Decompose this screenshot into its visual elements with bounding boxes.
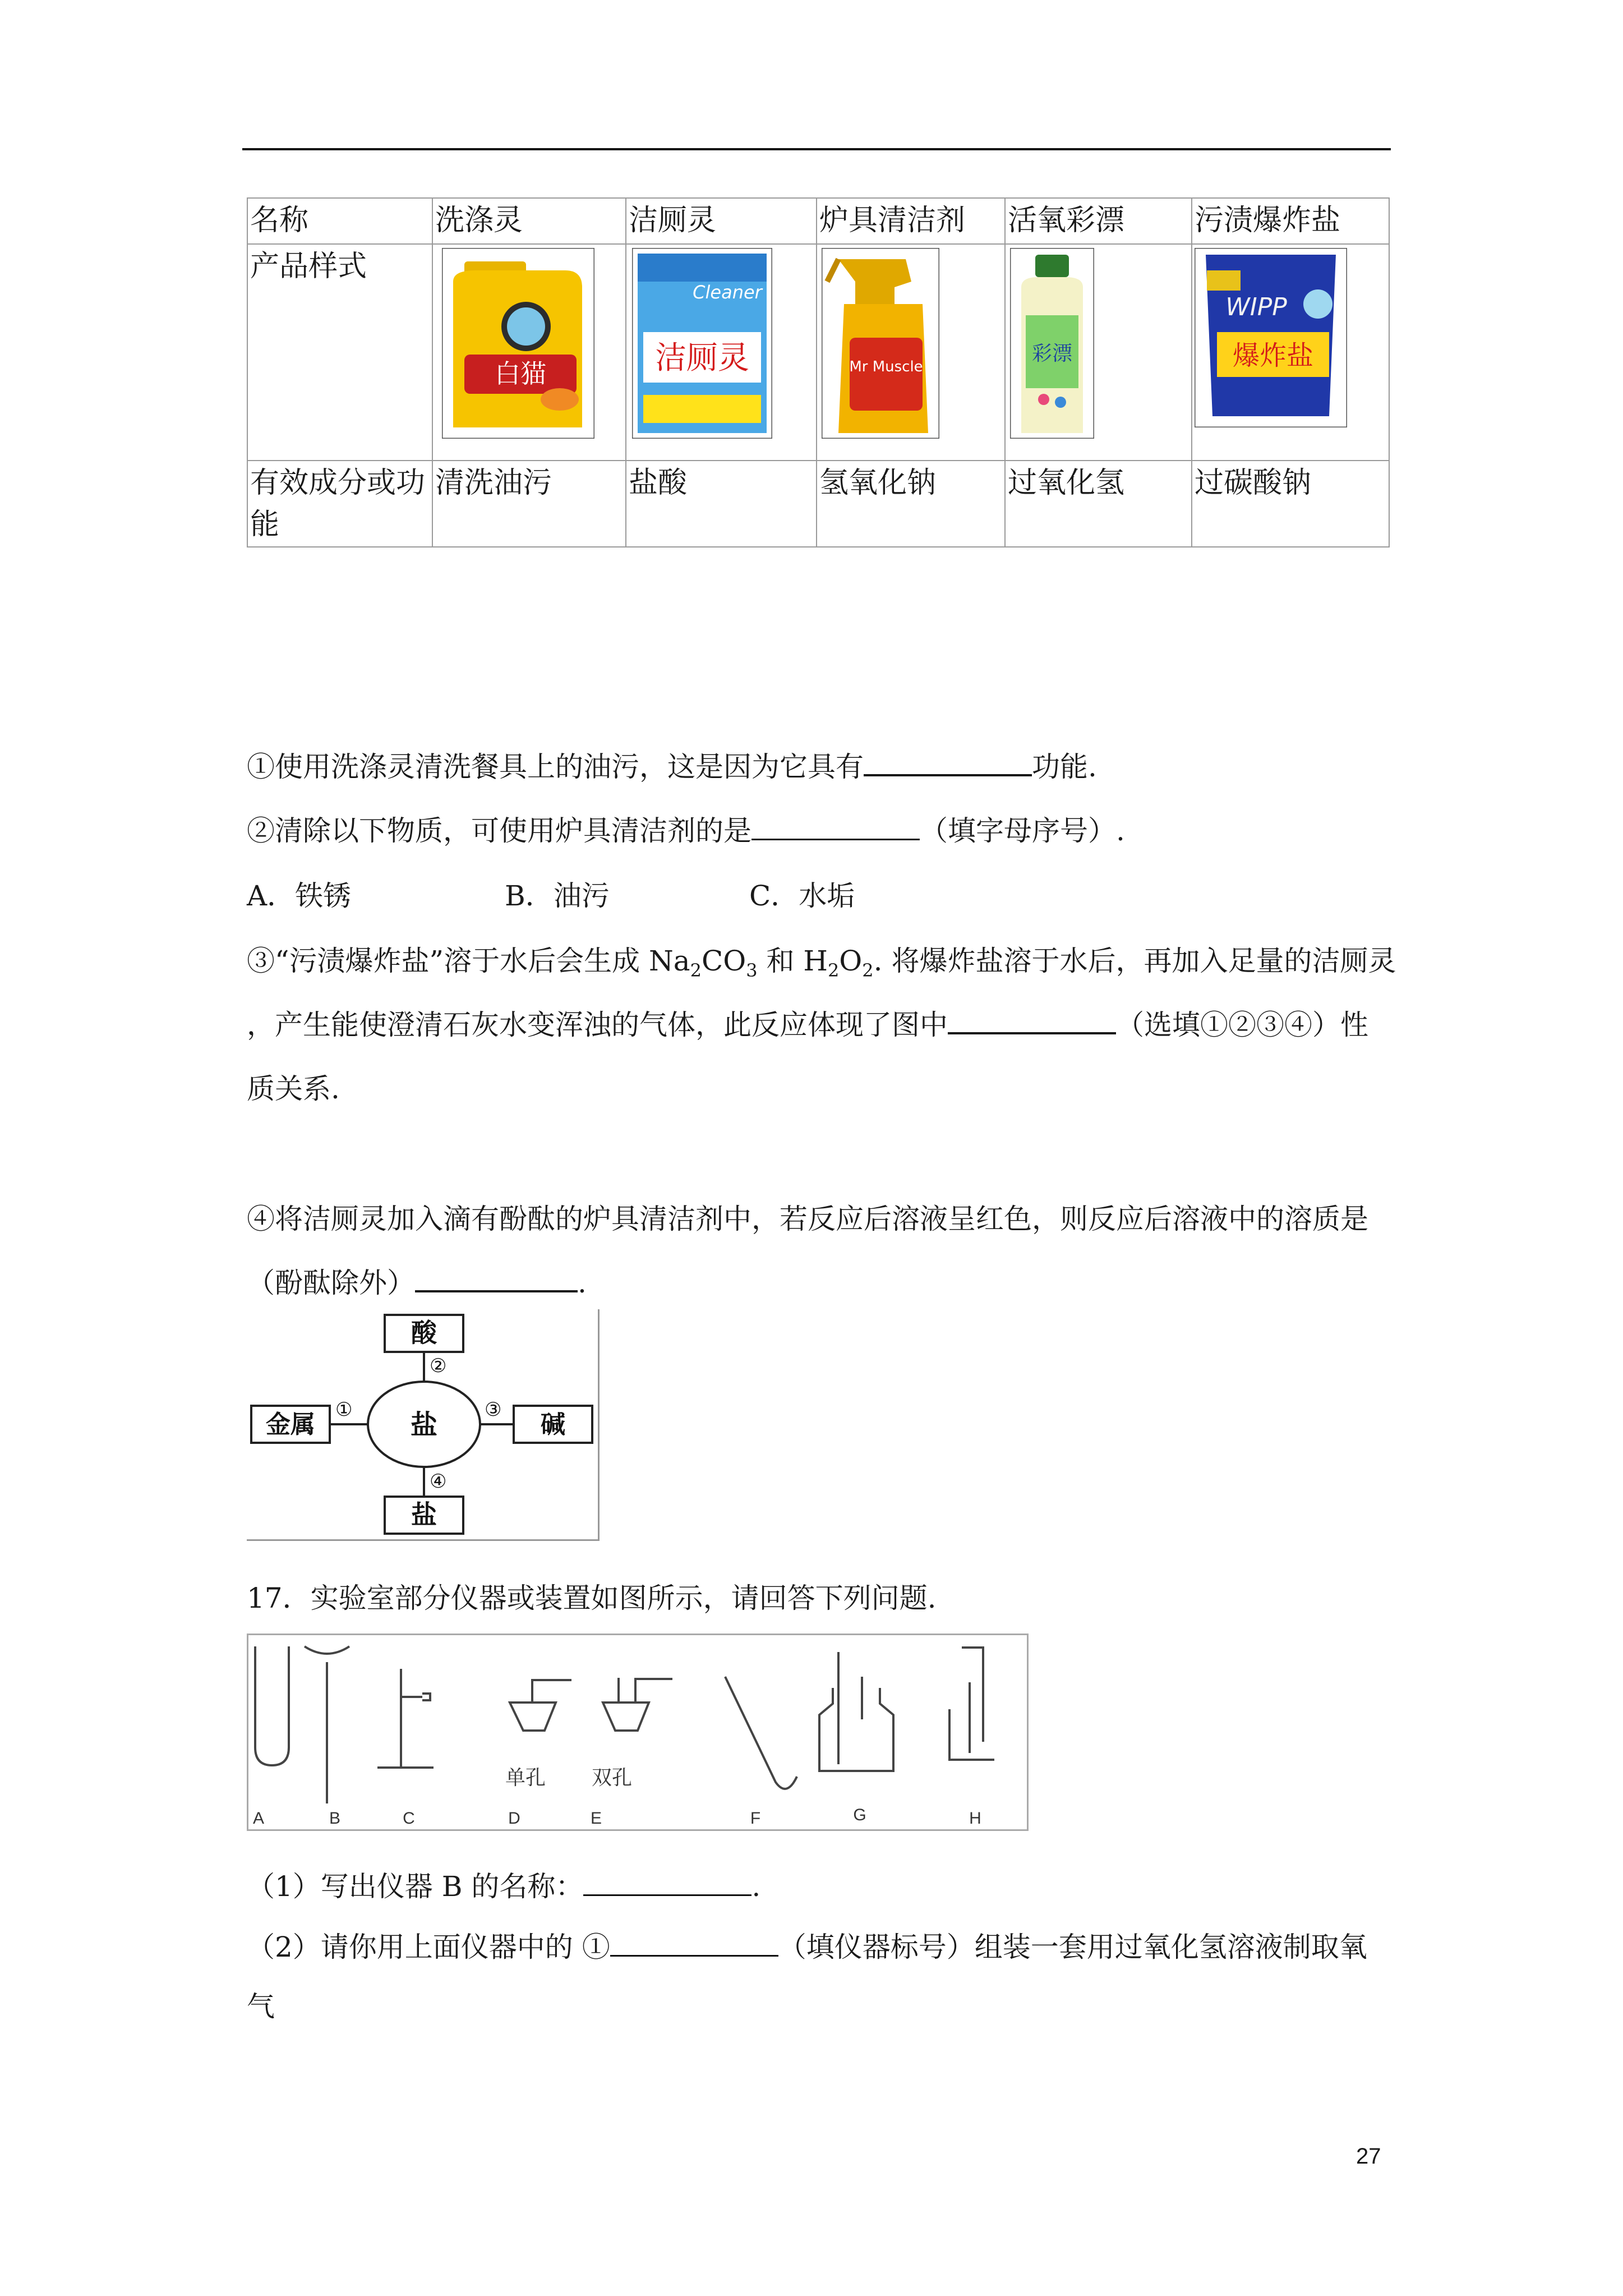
apparatus-label: G (853, 1806, 866, 1824)
diagram-salt-center: 盐 (410, 1409, 438, 1441)
product-logo-text: 白猫 (495, 358, 546, 389)
bleach-bottle-image (1010, 248, 1094, 439)
apparatus-note: 双孔 (591, 1766, 633, 1789)
table-cell: 洗涤灵 (432, 198, 626, 244)
question-4-line-2: （酚酞除外） . (247, 1267, 587, 1299)
question-17-part-1: （1）写出仪器 B 的名称： . (247, 1870, 761, 1903)
relationship-diagram (247, 1309, 600, 1541)
single-hole-stopper-shape (510, 1680, 571, 1731)
apparatus-label: D (508, 1809, 520, 1828)
options-row (247, 876, 351, 915)
question-17-title: 17．实验室部分仪器或装置如图所示，请回答下列问题. (247, 1582, 937, 1614)
question-4: ④将洁厕灵加入滴有酚酞的炉具清洁剂中，若反应后溶液呈红色，则反应后溶液中的溶质是 (247, 1203, 1368, 1235)
table-cell: 炉具清洁剂 (817, 198, 1005, 244)
option-b: B．油污 (505, 880, 610, 912)
diagram-num-4: ④ (430, 1470, 447, 1493)
options-row (505, 876, 610, 915)
table-cell (432, 244, 626, 461)
options-row (749, 876, 855, 915)
answer-blank[interactable] (948, 1007, 1116, 1034)
table-cell: 清洗油污 (432, 461, 626, 547)
table-row (247, 461, 1389, 547)
double-hole-stopper-shape (603, 1678, 672, 1731)
product-logo-text: 彩漂 (1031, 342, 1073, 365)
apparatus-h-shape (949, 1648, 994, 1760)
table-cell: 氢氧化钠 (817, 461, 1005, 547)
apparatus-label: E (590, 1809, 602, 1828)
diagram-num-2: ② (430, 1355, 447, 1377)
diagram-num-3: ③ (485, 1398, 502, 1421)
table-cell: 过氧化氢 (1005, 461, 1192, 547)
dish-soap-image (442, 248, 594, 439)
product-brand-text: WIPP (1225, 293, 1287, 321)
answer-blank[interactable] (751, 814, 920, 840)
question-3-line-3: 质关系. (247, 1073, 340, 1105)
apparatus-note: 单孔 (505, 1766, 546, 1789)
stain-salt-bag-image (1195, 248, 1347, 427)
table-cell (1192, 244, 1389, 461)
table-row (247, 244, 1389, 461)
question-2: ②清除以下物质，可使用炉具清洁剂的是 （填字母序号）. (247, 815, 1125, 847)
question-3-line-2: ，产生能使澄清石灰水变浑浊的气体，此反应体现了图中 （选填①②③④）性 (247, 1009, 1368, 1041)
answer-blank[interactable] (583, 1870, 751, 1896)
question-1: ①使用洗涤灵清洗餐具上的油污，这是因为它具有 功能. (247, 751, 1097, 783)
funnel-shape (305, 1646, 349, 1803)
answer-blank[interactable] (610, 1930, 778, 1957)
iron-stand-shape (377, 1669, 434, 1768)
question-3: ③“污渍爆炸盐”溶于水后会生成 $Na_2CO_3$ 和 $H_2O_2$. 将爆炸盐溶于水后，再加入足量的洁厕灵 (247, 945, 1396, 981)
table-cell: 活氧彩漂 (1005, 198, 1192, 244)
diagram-salt-bottom: 盐 (411, 1499, 437, 1530)
answer-blank[interactable] (415, 1266, 578, 1292)
header-rule (242, 148, 1391, 150)
product-sub-text: Cleaner (693, 282, 762, 303)
option-a: A．铁锈 (247, 880, 352, 912)
table-cell: 产品样式 (247, 244, 432, 461)
product-logo-text: Mr Muscle (849, 358, 923, 375)
table-row (247, 198, 1389, 244)
table-cell: 过碳酸钠 (1192, 461, 1389, 547)
table-cell: 污渍爆炸盐 (1192, 198, 1389, 244)
gas-bottle-shape (819, 1652, 893, 1771)
question-17-part-2: （2）请你用上面仪器中的 ① （填仪器标号）组装一套用过氧化氢溶液制取氧 (247, 1931, 1367, 1963)
bent-tube-shape (725, 1677, 797, 1789)
table-cell: 盐酸 (626, 461, 817, 547)
apparatus-label: B (329, 1809, 341, 1828)
product-table (247, 197, 1390, 547)
product-logo-text: 洁厕灵 (655, 340, 749, 376)
table-cell (817, 244, 1005, 461)
apparatus-canvas (248, 1635, 1027, 1829)
test-tube-shape (255, 1646, 289, 1765)
option-c: C．水垢 (749, 880, 855, 912)
apparatus-label: H (969, 1809, 981, 1828)
diagram-num-1: ① (335, 1398, 353, 1421)
question-17-part-2-line-2: 气 (247, 1990, 275, 2023)
table-cell (1005, 244, 1192, 461)
table-cell: 洁厕灵 (626, 198, 817, 244)
apparatus-label: F (750, 1809, 761, 1828)
apparatus-label: A (252, 1809, 265, 1828)
answer-blank[interactable] (864, 749, 1032, 776)
diagram-base-label: 碱 (541, 1410, 565, 1439)
toilet-cleaner-image (632, 248, 772, 439)
page-number: 27 (1356, 2144, 1381, 2169)
table-cell: 名称 (247, 198, 432, 244)
diagram-metal-label: 金属 (266, 1410, 315, 1439)
table-cell (626, 244, 817, 461)
diagram-acid-label: 酸 (411, 1318, 437, 1348)
apparatus-figure (247, 1634, 1029, 1831)
apparatus-label: C (403, 1809, 415, 1828)
table-cell: 有效成分或功能 (247, 461, 432, 547)
product-logo-text: 爆炸盐 (1232, 340, 1314, 371)
diagram-canvas (247, 1309, 598, 1539)
stove-cleaner-image (822, 248, 939, 439)
